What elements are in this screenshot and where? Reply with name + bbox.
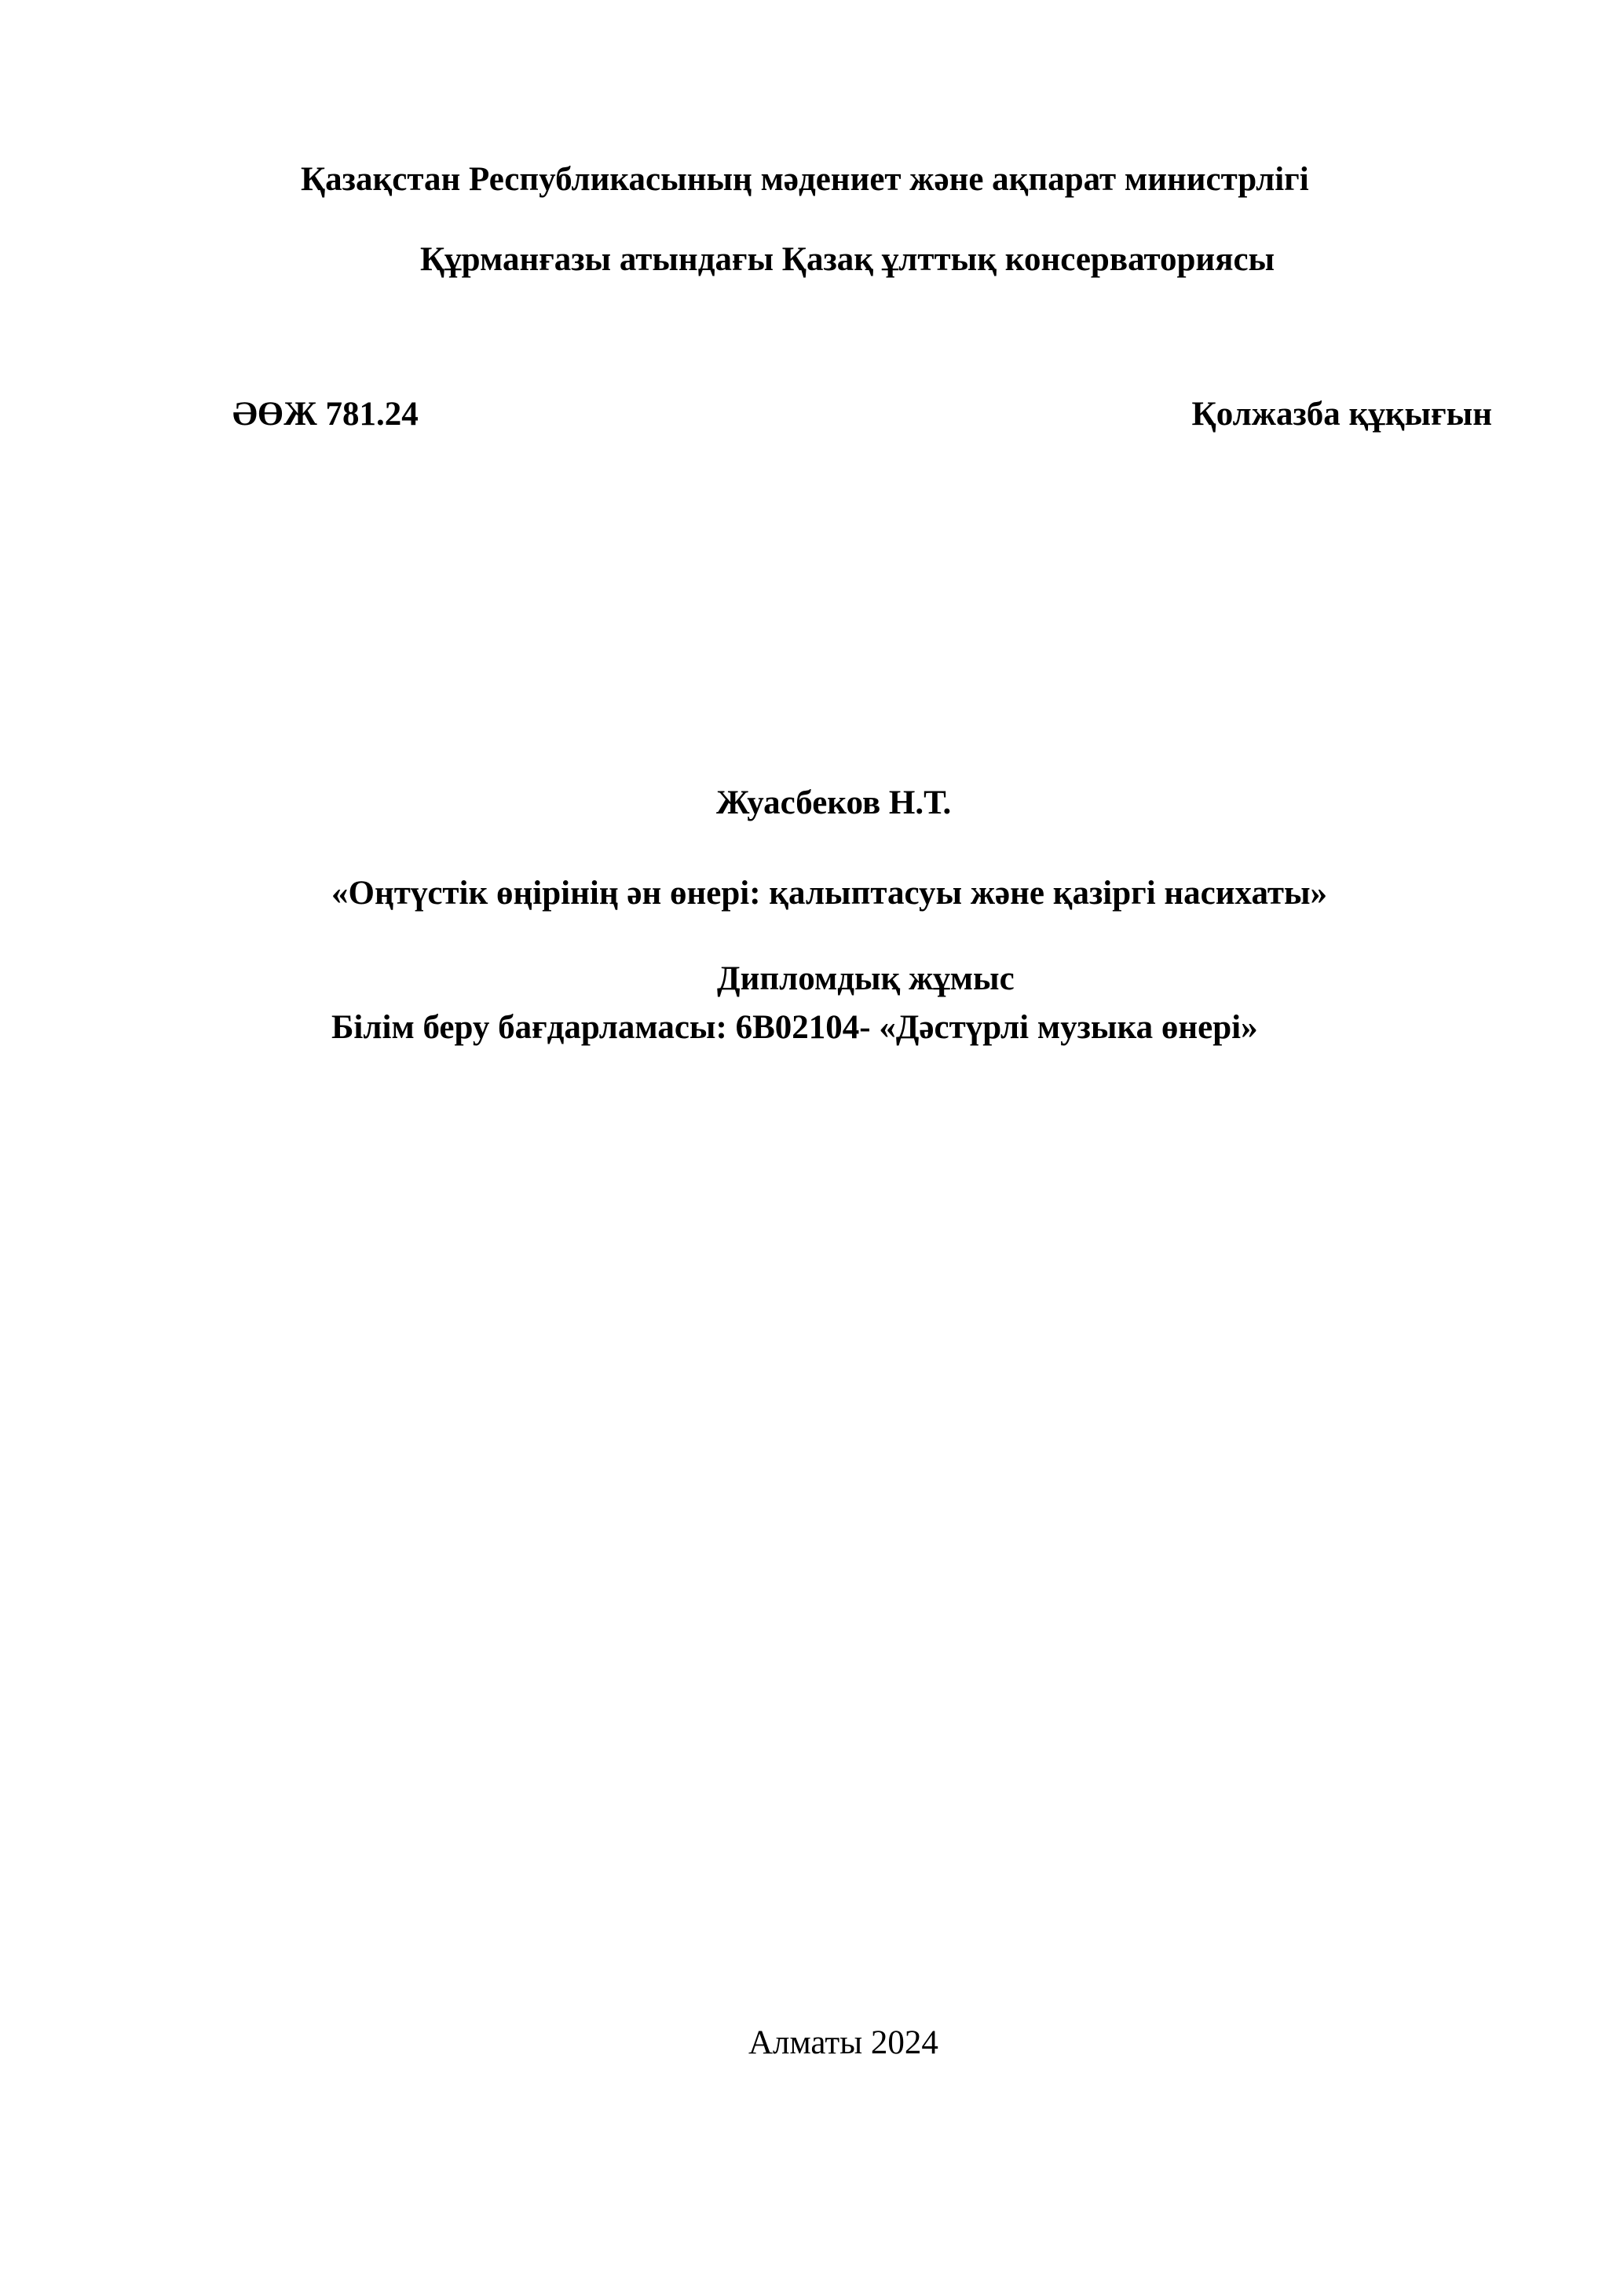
udk-code: ӘӨЖ 781.24 xyxy=(232,396,419,433)
city-year: Алматы 2024 xyxy=(748,2024,938,2061)
author-name: Жуасбеков Н.Т. xyxy=(716,784,952,821)
thesis-title: «Оңтүстік өңірінің ән өнері: қалыптасуы және қазіргі насихаты» xyxy=(331,875,1328,912)
ministry-heading: Қазақстан Республикасының мәдениет және ақпарат министрлігі xyxy=(301,161,1309,198)
manuscript-rights: Қолжазба құқығын xyxy=(1191,396,1492,433)
education-program: Білім беру бағдарламасы: 6В02104- «Дәстүрлі музыка өнері» xyxy=(331,1009,1258,1046)
work-type: Дипломдық жұмыс xyxy=(717,960,1015,997)
conservatory-heading: Құрманғазы атындағы Қазақ ұлттық консерваториясы xyxy=(420,241,1275,278)
